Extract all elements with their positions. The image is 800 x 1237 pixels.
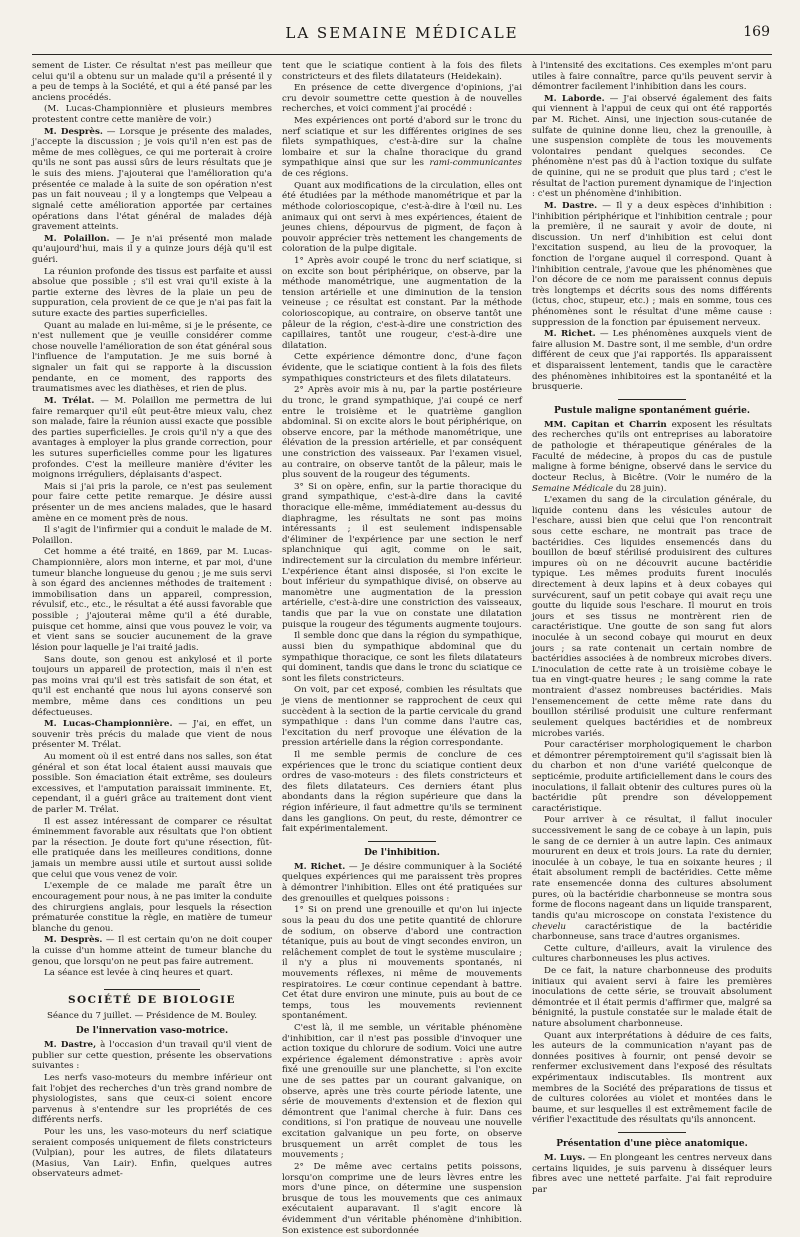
- speaker-name: M. Dastre,: [44, 1040, 97, 1051]
- italic-term: chevelu: [532, 921, 567, 932]
- text-run: exposent les résultats des recherches qu'ils ont entreprises au laboratoire de pathologie et thérapeutique générales de la Faculté de médecine, à propos du cas de pustule maligne à forme bénigne, observé dans le service du docteur Reclus, à Bicêtre. (Voir le numéro de la: [532, 419, 772, 483]
- sub-heading: Pustule maligne spontanément guérie.: [553, 405, 751, 416]
- speaker-name: M. Lucas-Championnière.: [44, 719, 173, 730]
- divider: [618, 399, 685, 400]
- paragraph: [282, 116, 522, 180]
- paragraph: Au moment où il est entré dans nos salles, son état général et son état local étaient aussi mauvais que possible. Son émaciation était extrême, ses douleurs excessives, et l'amputation paraissait imminente. Et, cependant, il a guéri grâce au traitement dont vient de parler M. Trélat.: [32, 752, 272, 816]
- speech-text: — Les phénomènes auxquels vient de faire allusion M. Dastre sont, il me semble, d'un ordre différent de ceux que j'ai rapportés. Ils apparaissent et disparaissent lentement, tandis que le caractère des phénomènes inhibitoires est la spontanéité et la brusquerie.: [532, 329, 772, 393]
- speaker-name: M. Laborde.: [544, 93, 605, 104]
- sub-heading: De l'inhibition.: [364, 847, 440, 858]
- sub-heading: Présentation d'une pièce anatomique.: [556, 1139, 748, 1150]
- speech-text: — En plongeant les centres nerveux dans certains liquides, je suis parvenu à disséquer leurs fibres avec une netteté parfaite. J'ai fait reproduire par: [532, 1153, 772, 1195]
- speech-text: — M. Polaillon me permettra de lui faire remarquer qu'il eût peut-être mieux valu, chez son malade, faire la réunion aussi exacte que possible des parties superficielles. Je crois qu'il n'y a que des avantages à employer la plus grande correction, pour les sutures superficielles comme pour les ligatures profondes. C'est la meilleure manière d'éviter les moignons irréguliers, déplaisants d'aspect.: [32, 395, 272, 481]
- speaker-name: M. Richet.: [294, 861, 346, 872]
- session-line: Séance du 7 juillet. — Présidence de M. Bouley.: [46, 1010, 258, 1021]
- paragraph: Il est assez intéressant de comparer ce résultat éminemment favorable aux résultats que l'on obtient par la résection. Je doute fort qu'une résection, fût-elle pratiquée dans les meilleures conditions, donne jamais un membre aussi utile et surtout aussi solide que celui que vous venez de voir.: [32, 816, 272, 880]
- speaker-name: M. Trélat.: [44, 395, 95, 406]
- column-2: [282, 61, 522, 1237]
- speech-text: — J'ai observé également des faits qui viennent à l'appui de ceux qui ont été rapportés par M. Richet. Ainsi, une injection sous-cutanée de sulfate de quinine donne lieu, chez la grenouille, à une suspension complète de tous les mouvements volontaires pendant quelques secondes. Ce phénomène n'est pas dû à l'action toxique du sulfate de quinine, qui ne se produit que plus tard ; c'est le résultat de l'action purement dynamique de l'injection : c'est un phénomène d'inhibition.: [532, 93, 772, 200]
- paragraph: C'est là, il me semble, un véritable phénomène d'inhibition, car il n'est pas possible d'invoquer une action toxique du chlorure de sodium. Voici une autre expérience également démonstrative : après avoir fixé une grenouille sur une planchette, si l'on excite une de ses pattes par un courant galvanique, on observe, après une très courte période latente, une série de mouvements d'extension et de flexion qui démontrent que l'animal cherche à fuir. Dans ces conditions, si l'on pratique de nouveau une nouvelle excitation galvanique un peu forte, on observe brusquement un arrêt complet de tous les mouvements ;: [282, 1022, 522, 1161]
- paragraph: [32, 234, 272, 266]
- paragraph: 3° Si on opère, enfin, sur la partie thoracique du grand sympathique, c'est-à-dire dans la cavité thoracique elle-même, immédiatement au-dessus du diaphragme, les résultats ne sont pas moins intéressants ; il est seulement indispensable d'éliminer de l'expérience par une section le nerf splanchnique qui agit, comme on le sait, indirectement sur la circulation du membre inférieur. L'expérience étant ainsi disposée, si l'on excite le bout inférieur du sympathique divisé, on observe au manomètre une augmentation de la pression artérielle, c'est-à-dire une constriction des vaisseaux, tandis que par la vue on constate une dilatation puisque la rougeur des téguments augmente toujours.: [282, 481, 522, 630]
- speech-text: à l'occasion d'un travail qu'il vient de publier sur cette question, présente les observations suivantes :: [32, 1040, 272, 1072]
- speaker-name: M. Dastre.: [544, 200, 598, 211]
- paragraph: L'exemple de ce malade me paraît être un encouragement pour nous, à ne pas imiter la conduite des chirurgiens anglais, pour lesquels la résection prématurée constitue la règle, en matière de tumeur blanche du genou.: [32, 881, 272, 934]
- paragraph: L'examen du sang de la circulation générale, du liquide contenu dans les vésicules autour de l'eschare, aussi bien que celui que l'on rencontrait sous cette eschare, ne montrait pas trace de bactéridies. Ces liquides ensemencés dans du bouillon de bœuf stérilisé produisirent des cultures impures où on ne découvrit aucune bactéridie typique. Les mêmes produits furent inoculés directement à deux lapins et à deux cobayes qui survécurent, sauf un petit cobaye qui avait reçu une goutte du liquide sous l'eschare. Il mourut en trois jours et ses tissus ne montrèrent rien de caractéristique. Une goutte de son sang fut alors inoculée à un second cobaye qui mourut en deux jours ; sa rate contenait un certain nombre de bactéridies associées à de nombreux microbes divers. L'inoculation de cette rate à un troisième cobaye le tua en vingt-quatre heures ; le sang comme la rate montraient d'assez nombreuses bactéridies. Mais l'ensemencement de cette même rate dans du bouillon stérilisé produisit une culture renfermant seulement quelques bactéridies et de nombreux microbes variés.: [532, 495, 772, 739]
- text-run: de ces régions.: [282, 169, 349, 180]
- text-run: du 28 juin).: [613, 483, 667, 494]
- paragraph: [32, 935, 272, 967]
- speech-text: — J'ai, en effet, un souvenir très précis du malade que vient de nous présenter M. Trélat.: [32, 719, 272, 751]
- section-header: [32, 989, 272, 1007]
- paragraph: [282, 862, 522, 904]
- divider: [618, 1132, 685, 1133]
- paragraph: 1° Si on prend une grenouille et qu'on lui injecte sous la peau du dos une petite quantité de chlorure de sodium, on observe d'abord une contraction tétanique, puis au bout de vingt secondes environ, un relâchement complet de tout le système musculaire ; il n'y a plus ni mouvements spontanés, ni mouvements réflexes, ni même de mouvements respiratoires. Le cœur continue cependant à battre. Cet état dure environ une minute, puis au bout de ce temps, tous les mouvements reviennent spontanément.: [282, 905, 522, 1022]
- speaker-name: MM. Capitan et Charrin: [544, 419, 667, 430]
- paragraph: De ce fait, la nature charbonneuse des produits initiaux qui avaient servi à faire les premières inoculations de cette série, se trouvait absolument démontrée et il était permis d'affirmer que, malgré sa bénignité, la pustule constatée sur le malade était de nature absolument charbonneuse.: [532, 965, 772, 1029]
- section-title: SOCIÉTÉ DE BIOLOGIE: [67, 993, 237, 1006]
- paragraph: En présence de cette divergence d'opinions, j'ai cru devoir soumettre cette question à de nouvelles recherches, et voici comment j'ai procédé :: [282, 83, 522, 115]
- paragraph: [532, 420, 772, 494]
- paragraph: [32, 396, 272, 481]
- section-rule: [104, 989, 200, 990]
- paragraph: Quant aux modifications de la circulation, elles ont été étudiées par la méthode manométrique et par la méthode colorioscopique, c'est-à-dire à l'œil nu. Les animaux qui ont servi à mes expériences, étaient de jeunes chiens, dépourvus de pigment, de façon à pouvoir apprécier très nettement les changements de coloration de la pulpe digitale.: [282, 180, 522, 255]
- column-3: [532, 61, 772, 1237]
- header-rule: [32, 54, 772, 55]
- paragraph: sement de Lister. Ce résultat n'est pas meilleur que celui qu'il a obtenu sur un malade qu'il a présenté il y a peu de temps à la Société, et qui a été pansé par les anciens procédés.: [32, 61, 272, 103]
- speaker-name: M. Polaillon.: [44, 233, 110, 244]
- paragraph: Quant au malade en lui-même, si je le présente, ce n'est nullement que je veuille considérer comme chose nouvelle l'amélioration de son état général sous l'influence de l'amputation. Je me suis borné à signaler un fait qui se rapporte à la discussion pendante, en ce moment, des rapports des traumatismes avec les diathèses, et rien de plus.: [32, 320, 272, 395]
- speaker-name: M. Luys.: [544, 1153, 586, 1164]
- paragraph: Cette culture, d'ailleurs, avait la virulence des cultures charbonneuses les plus actives.: [532, 943, 772, 965]
- paragraph: La séance est levée à cinq heures et quart.: [44, 968, 234, 979]
- paragraph: [532, 1153, 772, 1195]
- paragraph: Il semble donc que dans la région du sympathique, aussi bien du sympathique abdominal que du sympathique thoracique, ce sont les filets dilatateurs qui dominent, tandis que dans le tronc du sciatique ce sont les filets constricteurs.: [282, 631, 522, 684]
- paragraph: [32, 1040, 272, 1072]
- paragraph: [532, 201, 772, 328]
- paragraph: [32, 127, 272, 233]
- paragraph: à l'intensité des excitations. Ces exemples m'ont paru utiles à faire connaître, parce qu'ils peuvent servir à démontrer facilement l'inhibition dans les cours.: [532, 61, 772, 93]
- text-run: Pour arriver à ce résultat, il fallut inoculer successivement le sang de ce cobaye à un lapin, puis le sang de ce dernier à un autre lapin. Ces animaux moururent en deux et trois jours. La rate du dernier, inoculée à un cobaye, le tua en soixante heures ; il était absolument rempli de bactéridies. Cette même rate ensemencée donna des cultures absolument pures, où la bactéridie charbonneuse se montra sous forme de flocons nageant dans un liquide transparent, tandis qu'au microscope on constata l'existence du: [532, 815, 772, 921]
- paragraph: Il me semble permis de conclure de ces expériences que le tronc du sciatique contient deux ordres de vaso-moteurs : des filets constricteurs et des filets dilatateurs. Ces derniers étant plus abondants dans la région supérieure que dans la région inférieure, il faut admettre qu'ils se terminent dans les ganglions. On peut, du reste, démontrer ce fait expérimentalement.: [282, 750, 522, 835]
- paragraph: Les nerfs vaso-moteurs du membre inférieur ont fait l'objet des recherches d'un très grand nombre de physiologistes, sans que ceux-ci soient encore parvenus à s'entendre sur les propriétés de ces différents nerfs.: [32, 1073, 272, 1126]
- journal-title: LA SEMAINE MÉDICALE: [285, 24, 519, 42]
- paragraph: 2° De même avec certains petits poissons, lorsqu'on comprime une de leurs lèvres entre les mors d'une pince, on détermine une suspension brusque de tous les mouvements que ces animaux exécutaient auparavant. Il s'agit encore là évidemment d'un véritable phénomène d'inhibition. Son existence est subordonnée: [282, 1161, 522, 1236]
- paragraph: Cette expérience démontre donc, d'une façon évidente, que le sciatique contient à la fois des filets sympathiques constricteurs et des filets dilatateurs.: [282, 352, 522, 384]
- text-run: caractéristique de la bactéridie charbonneuse, sans trace d'autres organismes.: [532, 921, 772, 943]
- text-run: Mes expériences ont porté d'abord sur le tronc du nerf sciatique et sur les différentes origines de ses filets sympathiques, c'est-à-dire sur la chaîne lombaire et sur la chaîne thoracique du grand sympathique ainsi que sur les: [282, 116, 522, 169]
- paragraph: Pour caractériser morphologiquement le charbon et démontrer péremptoirement qu'il s'agissait bien là du charbon et non d'une variété quelconque de septicémie, produite artificiellement dans le cours des inoculations, il fallait obtenir des cultures pures où la bactéridie pût prendre son développement caractéristique.: [532, 740, 772, 814]
- italic-term: rami-communicantes: [429, 158, 522, 169]
- paragraph: [32, 719, 272, 751]
- paragraph: [532, 94, 772, 200]
- text-columns: [32, 61, 772, 1236]
- speaker-name: M. Desprès.: [44, 126, 103, 137]
- paragraph: [532, 815, 772, 942]
- paragraph: Sans doute, son genou est ankylosé et il porte toujours un appareil de protection, mais il n'en est pas moins vrai qu'il est très satisfait de son état, et qu'il est enchanté que nous lui ayons conservé son membre, même dans ces conditions un peu défectueuses.: [32, 654, 272, 718]
- divider: [368, 841, 435, 842]
- speaker-name: M. Richet.: [544, 329, 596, 340]
- paragraph: (M. Lucas-Championnière et plusieurs membres protestent contre cette manière de voir.): [32, 104, 272, 126]
- speech-text: — Je désire communiquer à la Société quelques expériences qui me paraissent très propres à démontrer l'inhibition. Elles ont été pratiquées sur des grenouilles et quelques poissons :: [282, 861, 523, 904]
- paragraph: 2° Après avoir mis à nu, par la partie postérieure du tronc, le grand sympathique, j'ai coupé ce nerf entre le troisième et le quatrième ganglion abdominal. Si on excite alors le bout périphérique, on observe encore, par la méthode manométrique, une élévation de la pression artérielle, et par conséquent une constriction des vaisseaux. Par l'examen visuel, au contraire, on observe tantôt de la pâleur, mais le plus souvent de la rougeur des téguments.: [282, 385, 522, 481]
- sub-heading: De l'innervation vaso-motrice.: [75, 1026, 229, 1037]
- speech-text: — Il est certain qu'on ne doit couper la cuisse d'un homme atteint de tumeur blanche du genou, que lorsqu'on ne peut pas faire autrement.: [32, 935, 273, 967]
- page-number: 169: [743, 24, 770, 40]
- paragraph: Quant aux interprétations à déduire de ces faits, les auteurs de la communication n'ayant pas de données positives à fournir, ont pensé devoir se renfermer exclusivement dans l'exposé des résultats expérimentaux indiscutables. Ils montrent aux membres de la Société des préparations de tissus et de cultures colorées au violet et montées dans le baume, et sur lesquelles il est extrêmement facile de vérifier l'exactitude des résultats qu'ils annoncent.: [532, 1030, 772, 1126]
- paragraph: 1° Après avoir coupé le tronc du nerf sciatique, si on excite son bout périphérique, on observe, par la méthode manométrique, une augmentation de la tension artérielle et une diminution de la tension veineuse ; ce résultat est constant. Par la méthode colorioscopique, au contraire, on observe tantôt une pâleur de la région, c'est-à-dire une constriction des capillaires, tantôt une rougeur, c'est-à-dire une dilatation.: [282, 255, 522, 351]
- paragraph: [532, 329, 772, 393]
- italic-term: Semaine Médicale: [532, 483, 614, 494]
- paragraph: On voit, par cet exposé, combien les résultats que je viens de mentionner se rapprochent de ceux qui succèdent à la section de la partie cervicale du grand sympathique : dans l'un comme dans l'autre cas, l'excitation du nerf provoque une élévation de la pression artérielle dans la région correspondante.: [282, 685, 522, 749]
- paragraph: Il s'agit de l'infirmier qui a conduit le malade de M. Polaillon.: [32, 525, 272, 546]
- paragraph: Mais si j'ai pris la parole, ce n'est pas seulement pour faire cette petite remarque. Je désire aussi présenter un de mes anciens malades, que le hasard amène en ce moment près de nous.: [32, 481, 272, 524]
- speaker-name: M. Desprès.: [44, 935, 103, 946]
- speech-text: — Il y a deux espèces d'inhibition : l'inhibition périphérique et l'inhibition centrale ; pour la première, il ne saurait y avoir de doute, ni discussion. Un nerf d'inhibition est celui dont l'excitation suspend, au lieu de la provoquer, la fonction de l'organe auquel il correspond. Quant à l'inhibition centrale, j'avoue que les phénomènes que l'on décore de ce nom me paraissent connus depuis très longtemps et décrits sous des noms différents (ictus, choc, stupeur, etc.) ; mais en somme, tous ces phénomènes sont le résultat d'une même cause : suppression de la fonction par épuisement nerveux.: [532, 200, 772, 328]
- column-1: [32, 61, 272, 1237]
- paragraph: Cet homme a été traité, en 1869, par M. Lucas-Championnière, alors mon interne, et par moi, d'une tumeur blanche longueuse du genou ; je me suis servi à son égard des anciennes méthodes de traitement : immobilisation dans un appareil, compression, révulsif, etc., etc., le résultat a été aussi favorable que possible ; j'ajouterai même qu'il a été durable, puisque cet homme, ainsi que vous pouvez le voir, va et vient sans se soucier aucunement de la grave lésion pour laquelle je l'ai traité jadis.: [32, 547, 272, 653]
- speech-text: — Je n'ai présenté mon malade qu'aujourd'hui, mais il y a quinze jours déjà qu'il est guéri.: [32, 233, 272, 265]
- paragraph: Pour les uns, les vaso-moteurs du nerf sciatique seraient composés uniquement de filets constricteurs (Vulpian), pour les autres, de filets dilatateurs (Masius, Van Lair). Enfin, quelques autres observateurs admet-: [32, 1127, 272, 1180]
- running-head: [32, 22, 772, 52]
- paragraph: La réunion profonde des tissus est parfaite et aussi absolue que possible ; s'il est vrai qu'il existe à la partie externe des lèvres de la plaie un peu de suppuration, cela provient de ce que je n'ai pas fait la suture exacte des parties superficielles.: [32, 266, 272, 320]
- speech-text: — Lorsque je présente des malades, j'accepte la discussion ; je vois qu'il n'en est pas de même de mes collègues, ce qui me porterait à croire qu'ils ne sont pas aussi sûrs de leurs résultats que je le suis des miens. J'ajouterai que l'amélioration qu'a présentée ce malade à la suite de son opération n'est pas un fait nouveau ; il y a longtemps que Velpeau a signalé cette amélioration apportée par certaines opérations dans l'état général de malades déjà gravement atteints.: [32, 126, 272, 233]
- paragraph: tent que le sciatique contient à la fois des filets constricteurs et des filets dilatateurs (Heidekain).: [282, 61, 522, 82]
